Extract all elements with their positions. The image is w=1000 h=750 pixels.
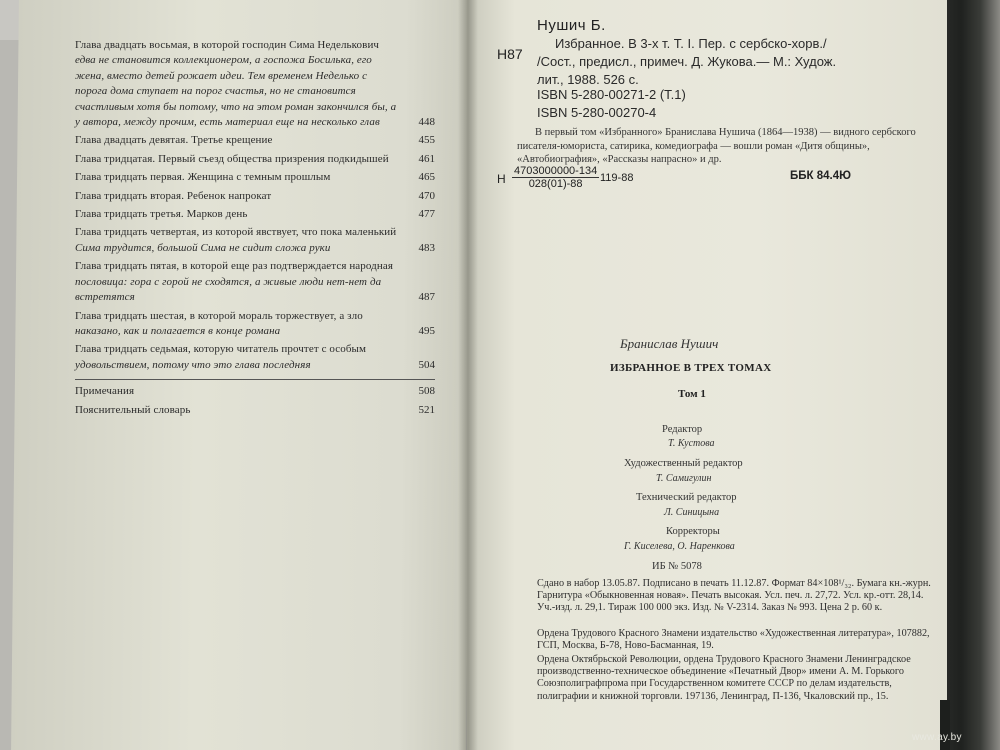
isbn-volume: ISBN 5-280-00271-2 (Т.1) <box>537 87 686 102</box>
table-of-contents <box>75 38 435 421</box>
catalog-description <box>537 35 922 89</box>
title-volume: Том 1 <box>678 388 706 400</box>
imprint-printing-details: Сдано в набор 13.05.87. Подписано в печать 11.12.87. Формат 84×108¹/₃₂. Бумага кн.-журн. Гарнитура «Обыкновенная новая». Печать высокая. Усл. печ. л. 27,72. Усл. кр.-отт. 28,14. Уч.-изд. л. 29,1. Тираж 100 000 экз. Изд. № V-2314. Заказ № 993. Цена 2 р. 60 к. <box>537 578 931 614</box>
toc-entry-page: 483 <box>418 241 435 254</box>
toc-entry-appendix <box>75 403 435 418</box>
catalog-author: Нушич Б. <box>537 17 606 34</box>
credit-role: Корректоры <box>666 526 720 537</box>
toc-entry-title: Глава тридцать вторая. Ребенок напрокат <box>75 189 272 202</box>
credit-name: Л. Синицына <box>664 507 720 518</box>
catalog-annotation: В первый том «Избранного» Бранислава Нушича (1864—1938) — видного сербского писателя-юмориста, сатирика, комедиографа — вошли роман «Дитя общины», «Автобиография», «Рассказы напрасно» и др. <box>517 127 916 165</box>
imprint-printer: Ордена Октябрьской Революции, ордена Трудового Красного Знамени Ленинградское производственно-техническое объединение «Печатный Двор» имени А. М. Горького Союзполиграфпрома при Государственном комитете СССР по делам издательств, полиграфии и книжной торговли. 197136, Ленинград, П-136, Чкаловский пр., 15. <box>537 654 911 702</box>
toc-entry-title: Глава тридцатая. Первый съезд общества призрения подкидышей <box>75 152 389 165</box>
toc-entry <box>75 225 435 256</box>
catalog-isbn-block <box>537 86 686 122</box>
toc-entry-title: Глава двадцать девятая. Третье крещение <box>75 134 273 147</box>
title-author: Бранислав Нушич <box>620 336 719 351</box>
toc-entry <box>75 38 435 130</box>
toc-entry <box>75 170 435 185</box>
toc-entry <box>75 207 435 222</box>
toc-entry <box>75 309 435 340</box>
toc-entry-page: 448 <box>418 116 435 129</box>
toc-entry <box>75 133 435 148</box>
toc-entry-title: Примечания <box>75 385 135 398</box>
toc-entry-page: 465 <box>418 171 435 184</box>
credit-name: Г. Киселева, О. Наренкова <box>624 541 735 552</box>
toc-entry-title: Глава тридцать пятая, в которой еще раз подтверждается народная пословица: гора с горой не сходятся, а живые люди нет-нет да встретятся <box>75 260 394 304</box>
watermark: www.ay.by <box>912 732 962 743</box>
credit-role: Технический редактор <box>636 492 737 503</box>
fraction-numerator: 4703000000-134 <box>514 165 598 177</box>
toc-entry-page: 455 <box>418 134 435 147</box>
credit-name: Т. Самигулин <box>656 473 712 484</box>
toc-entry-page: 504 <box>418 358 435 371</box>
toc-entry-page: 508 <box>418 385 435 398</box>
isbn-set: ISBN 5-280-00270-4 <box>537 105 657 120</box>
catalog-fraction-suffix: 119-88 <box>600 172 634 184</box>
toc-entry <box>75 342 435 373</box>
toc-entry <box>75 152 435 167</box>
toc-entry-page: 521 <box>418 403 435 416</box>
toc-entry-title: Глава тридцать третья. Марков день <box>75 208 248 221</box>
catalog-fraction <box>512 165 599 190</box>
toc-entry-title: Глава двадцать восьмая, в которой господин Сима Неделькович едва не становится коллекционером, а госпожа Босилька, его жена, вместо детей рожает идеи. Тем временем Неделько с порога дома ступает на порог счастья, но не становится счастливым хотя бы потому, что на этом роман закончился бы, а у автора, между прочим, есть материал еще на несколько глав <box>75 39 397 129</box>
book-gutter <box>458 0 478 750</box>
title-main: ИЗБРАННОЕ В ТРЕХ ТОМАХ <box>610 362 772 374</box>
toc-entry-title: Глава тридцать четвертая, из которой явствует, что пока маленький Сима трудится, большой Сима не сидит сложа руки <box>75 226 397 254</box>
toc-entry-title: Глава тридцать седьмая, которую читатель прочтет с особым удовольствием, потому что это глава последняя <box>75 343 367 371</box>
credit-role: Редактор <box>662 424 703 435</box>
toc-entry-page: 495 <box>418 324 435 337</box>
catalog-h-letter: Н <box>497 172 506 186</box>
imprint-publisher: Ордена Трудового Красного Знамени издательство «Художественная литература», 107882, ГСП, Москва, Б-78, Ново-Басманная, 19. <box>537 628 930 652</box>
toc-entry <box>75 189 435 204</box>
catalog-bbk: ББК 84.4Ю <box>790 170 851 182</box>
credit-name: Т. Кустова <box>668 438 715 449</box>
toc-entry-title: Глава тридцать шестая, в которой мораль торжествует, а зло наказано, как и полагается в конце романа <box>75 309 363 337</box>
toc-entry-page: 477 <box>418 208 435 221</box>
toc-entry-page: 470 <box>418 189 435 202</box>
toc-entry-page: 487 <box>418 291 435 304</box>
toc-entry-appendix <box>75 384 435 399</box>
catalog-line-3: лит., 1988. 526 с. <box>537 72 639 87</box>
credit-role: Художественный редактор <box>624 458 743 469</box>
catalog-line-1: Избранное. В 3-х т. Т. I. Пер. с сербско-хорв./ <box>555 36 827 51</box>
toc-entry-title: Пояснительный словарь <box>75 403 191 416</box>
fraction-denominator: 028(01)-88 <box>528 178 583 190</box>
imprint-ib: ИБ № 5078 <box>652 561 702 572</box>
catalog-code: Н87 <box>497 46 523 62</box>
toc-entry <box>75 259 435 305</box>
toc-entry-title: Глава тридцать первая. Женщина с темным прошлым <box>75 171 331 184</box>
catalog-line-2: /Сост., предисл., примеч. Д. Жукова.— М.: Худож. <box>537 54 837 69</box>
toc-divider <box>75 379 435 380</box>
toc-entry-page: 461 <box>418 152 435 165</box>
